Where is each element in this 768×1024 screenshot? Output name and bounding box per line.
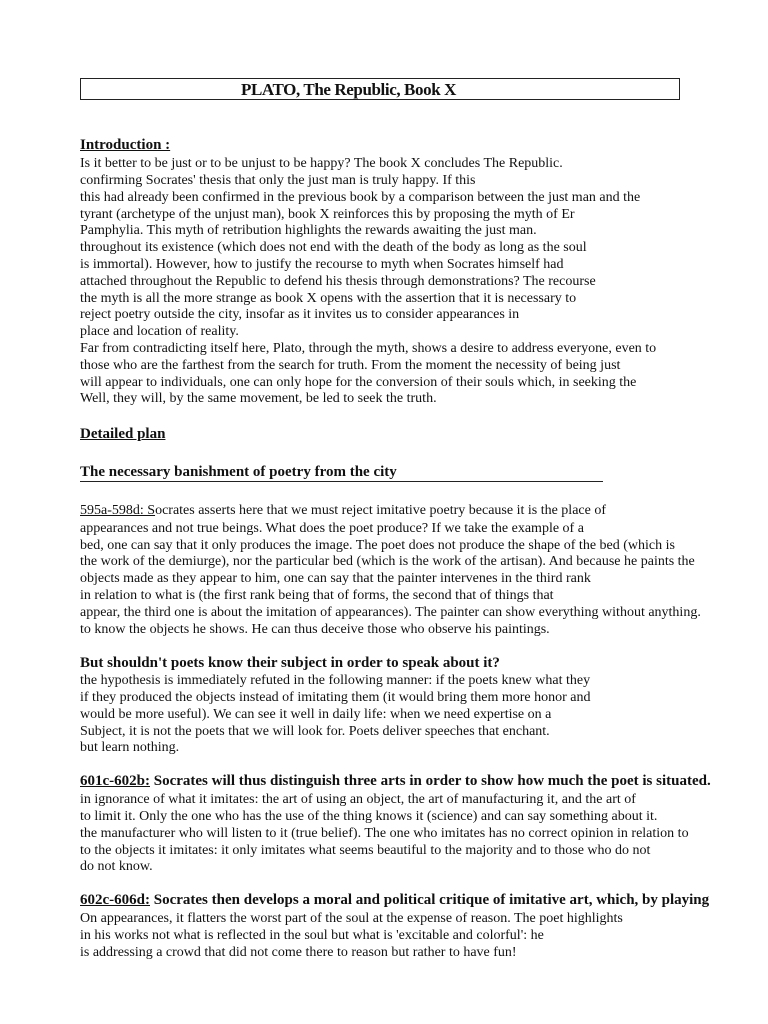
paragraph-line [80,502,606,519]
paragraph-line: is addressing a crowd that did not come there to reason but rather to have fun! [80,945,517,960]
section3-heading [80,773,711,790]
paragraph-line: confirming Socrates' thesis that only the just man is truly happy. If this [80,173,476,188]
paragraph-line: the myth is all the more strange as book X opens with the assertion that it is necessary to [80,291,577,306]
paragraph-line: in ignorance of what it imitates: the art of using an object, the art of manufacturing it, and the art of [80,792,636,807]
paragraph-line: will appear to individuals, one can only hope for the conversion of their souls which, in seeking the [80,375,637,390]
paragraph-line: Far from contradicting itself here, Plato, through the myth, shows a desire to address everyone, even to [80,341,657,356]
section1-ref: 595a-598d: S [80,503,156,518]
detailed-plan-heading: Detailed plan [80,426,166,442]
paragraph-line: tyrant (archetype of the unjust man), book X reinforces this by proposing the myth of Er [80,207,575,222]
paragraph-line: appear, the third one is about the imitation of appearances). The painter can show everything without anything. [80,605,701,620]
paragraph-line: in relation to what is (the first rank being that of forms, the second that of things that [80,588,554,603]
paragraph-line: Pamphylia. This myth of retribution highlights the rewards awaiting the just man. [80,223,537,238]
paragraph-line: do not know. [80,859,153,874]
paragraph-line: objects made as they appear to him, one can say that the painter intervenes in the third rank [80,571,591,586]
paragraph-line: bed, one can say that it only produces the image. The poet does not produce the shape of the bed (which is [80,538,675,553]
section3-ref: 601c-602b: [80,773,150,789]
paragraph-line: those who are the farthest from the search for truth. From the moment the necessity of being just [80,358,621,373]
paragraph-line: would be more useful). We can see it well in daily life: when we need expertise on a [80,707,552,722]
paragraph-line: attached throughout the Republic to defend his thesis through demonstrations? The recourse [80,274,596,289]
paragraph-line: to limit it. Only the one who has the use of the thing knows it (science) and can say something about it. [80,809,658,824]
paragraph-line: Is it better to be just or to be unjust to be happy? The book X concludes The Republic. [80,156,563,171]
section4-heading [80,892,709,909]
paragraph-line: to know the objects he shows. He can thus deceive those who observe his paintings. [80,622,550,637]
section4-heading-text: Socrates then develops a moral and political critique of imitative art, which, by playing [150,892,710,908]
section4-ref: 602c-606d: [80,892,150,908]
paragraph-line: but learn nothing. [80,740,180,755]
paragraph-line: place and location of reality. [80,324,239,339]
section2-heading: But shouldn't poets know their subject in order to speak about it? [80,655,500,671]
paragraph-line: is immortal). However, how to justify the recourse to myth when Socrates himself had [80,257,564,272]
document-title: PLATO, The Republic, Book X [241,80,456,99]
paragraph-line: if they produced the objects instead of imitating them (it would bring them more honor and [80,690,591,705]
paragraph-line: reject poetry outside the city, insofar as it invites us to consider appearances in [80,307,520,322]
paragraph-line: this had already been confirmed in the previous book by a comparison between the just man and the [80,190,641,205]
section1-first-line: ocrates asserts here that we must reject imitative poetry because it is the place of [155,503,606,518]
introduction-heading: Introduction : [80,137,171,153]
paragraph-line: appearances and not true beings. What does the poet produce? If we take the example of a [80,521,584,536]
title-box [80,78,680,100]
paragraph-line: the hypothesis is immediately refuted in the following manner: if the poets knew what they [80,673,591,688]
paragraph-line: the manufacturer who will listen to it (true belief). The one who imitates has no correct opinion in relation to [80,826,689,841]
paragraph-line: to the objects it imitates: it only imitates what seems beautiful to the majority and to those who do not [80,843,651,858]
section1-heading: The necessary banishment of poetry from the city [80,464,397,480]
paragraph-line: Well, they will, by the same movement, be led to seek the truth. [80,391,437,406]
section1-underline [80,481,603,482]
paragraph-line: On appearances, it flatters the worst part of the soul at the expense of reason. The poet highlights [80,911,623,926]
paragraph-line: the work of the demiurge), nor the particular bed (which is the work of the artisan). And because he paints the [80,554,695,569]
paragraph-line: Subject, it is not the poets that we will look for. Poets deliver speeches that enchant. [80,724,550,739]
paragraph-line: throughout its existence (which does not end with the death of the body as long as the soul [80,240,587,255]
section3-heading-text: Socrates will thus distinguish three arts in order to show how much the poet is situated. [150,773,711,789]
paragraph-line: in his works not what is reflected in the soul but what is 'excitable and colorful': he [80,928,544,943]
